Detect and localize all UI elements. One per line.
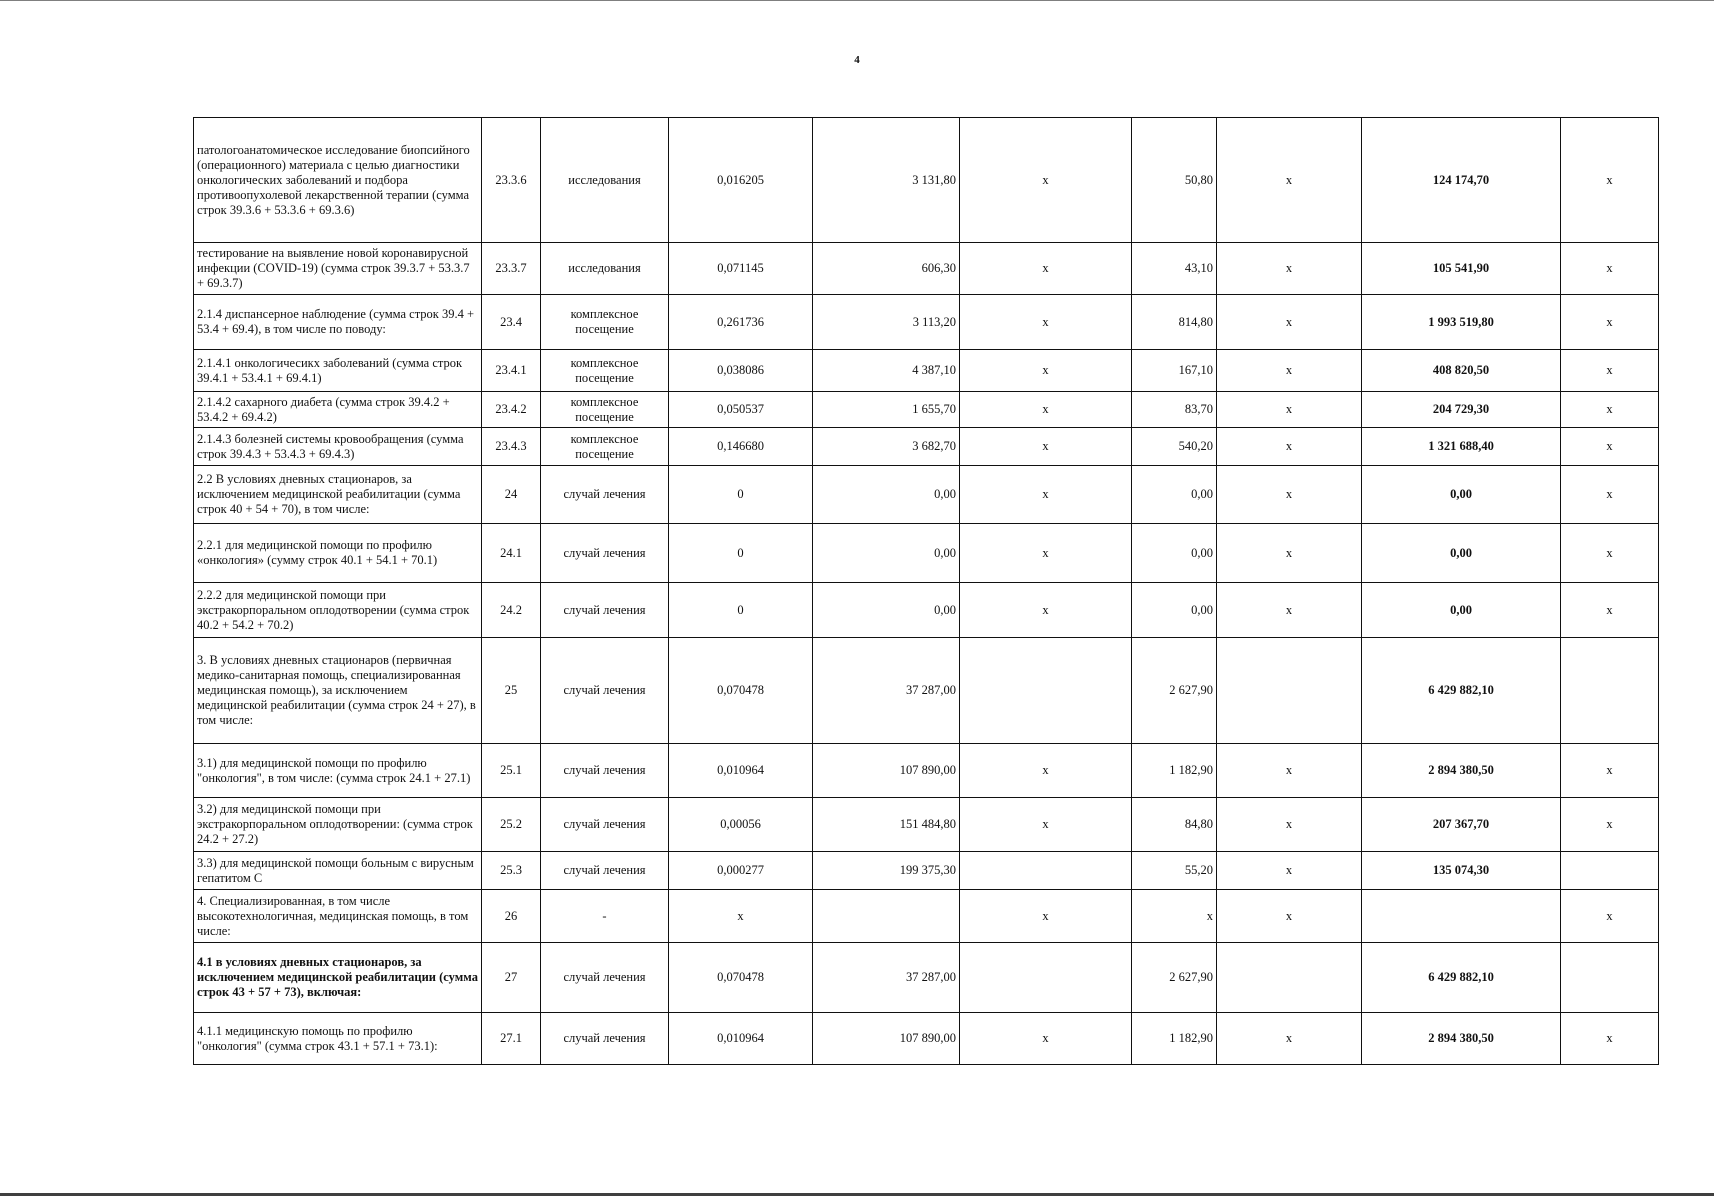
row-number-cell: 24.2 — [482, 583, 541, 638]
row-number-cell: 23.4.1 — [482, 350, 541, 392]
x-mark-cell — [1561, 638, 1659, 744]
x-mark-cell: х — [1561, 118, 1659, 243]
total-sum-cell: 408 820,50 — [1362, 350, 1561, 392]
total-sum-cell: 124 174,70 — [1362, 118, 1561, 243]
x-mark-cell — [1217, 943, 1362, 1013]
table-row — [194, 118, 1659, 243]
x-mark-cell: х — [1561, 466, 1659, 524]
row-number-cell: 23.4.3 — [482, 428, 541, 466]
x-mark-cell: х — [1561, 583, 1659, 638]
unit-cell: случай лечения — [541, 1013, 669, 1065]
unit-cell: случай лечения — [541, 798, 669, 852]
unit-cost-cell: 0,00 — [813, 524, 960, 583]
total-sum-cell: 1 321 688,40 — [1362, 428, 1561, 466]
table-row — [194, 350, 1659, 392]
row-name-cell: 2.1.4 диспансерное наблюдение (сумма строк 39.4 + 53.4 + 69.4), в том числе по поводу: — [194, 295, 482, 350]
row-number-cell: 25 — [482, 638, 541, 744]
table-row — [194, 943, 1659, 1013]
x-mark-cell: х — [960, 890, 1132, 943]
row-number-cell: 23.4 — [482, 295, 541, 350]
x-mark-cell — [1217, 638, 1362, 744]
financing-table — [193, 117, 1659, 1065]
table-row — [194, 243, 1659, 295]
x-mark-cell: х — [960, 1013, 1132, 1065]
x-mark-cell: х — [960, 118, 1132, 243]
unit-cell: случай лечения — [541, 744, 669, 798]
x-mark-cell — [1561, 943, 1659, 1013]
unit-cost-cell: 199 375,30 — [813, 852, 960, 890]
unit-cost-cell: 151 484,80 — [813, 798, 960, 852]
row-number-cell: 27.1 — [482, 1013, 541, 1065]
total-sum-cell: 0,00 — [1362, 466, 1561, 524]
unit-cell: комплексное посещение — [541, 350, 669, 392]
table-row — [194, 392, 1659, 428]
unit-cost-cell: 37 287,00 — [813, 638, 960, 744]
x-mark-cell: х — [960, 243, 1132, 295]
volume-norm-cell: 0,070478 — [669, 638, 813, 744]
total-sum-cell: 0,00 — [1362, 524, 1561, 583]
volume-norm-cell: 0,071145 — [669, 243, 813, 295]
row-name-cell: 3. В условиях дневных стационаров (первичная медико-санитарная помощь, специализированная медицинская помощь), за исключением медицинской реабилитации (сумма строк 24 + 27), в том числе: — [194, 638, 482, 744]
volume-norm-cell: 0,146680 — [669, 428, 813, 466]
total-sum-cell: 6 429 882,10 — [1362, 943, 1561, 1013]
table-row — [194, 583, 1659, 638]
row-name-cell: тестирование на выявление новой коронавирусной инфекции (COVID-19) (сумма строк 39.3.7 + 53.3.7 + 69.3.7) — [194, 243, 482, 295]
x-mark-cell: х — [960, 583, 1132, 638]
unit-cell: комплексное посещение — [541, 295, 669, 350]
table-row — [194, 1013, 1659, 1065]
unit-cell: комплексное посещение — [541, 428, 669, 466]
unit-cost-cell: 107 890,00 — [813, 744, 960, 798]
x-mark-cell: х — [960, 350, 1132, 392]
unit-cost-cell: 0,00 — [813, 466, 960, 524]
unit-cell: комплексное посещение — [541, 392, 669, 428]
total-sum-cell: 2 894 380,50 — [1362, 1013, 1561, 1065]
per-capita-cell: 50,80 — [1132, 118, 1217, 243]
row-number-cell: 23.3.7 — [482, 243, 541, 295]
x-mark-cell — [960, 943, 1132, 1013]
unit-cost-cell: 3 682,70 — [813, 428, 960, 466]
unit-cost-cell: 107 890,00 — [813, 1013, 960, 1065]
row-name-cell: 2.2.2 для медицинской помощи при экстракорпоральном оплодотворении (сумма строк 40.2 + 54.2 + 70.2) — [194, 583, 482, 638]
x-mark-cell — [960, 638, 1132, 744]
x-mark-cell: х — [1217, 798, 1362, 852]
unit-cell: исследования — [541, 118, 669, 243]
unit-cost-cell: 4 387,10 — [813, 350, 960, 392]
x-mark-cell: х — [960, 392, 1132, 428]
x-mark-cell: х — [1217, 524, 1362, 583]
unit-cell: случай лечения — [541, 638, 669, 744]
volume-norm-cell: 0,010964 — [669, 1013, 813, 1065]
volume-norm-cell: 0,261736 — [669, 295, 813, 350]
x-mark-cell: х — [1217, 350, 1362, 392]
table-row — [194, 744, 1659, 798]
volume-norm-cell: 0 — [669, 524, 813, 583]
total-sum-cell: 6 429 882,10 — [1362, 638, 1561, 744]
x-mark-cell: х — [960, 798, 1132, 852]
x-mark-cell: х — [960, 744, 1132, 798]
volume-norm-cell: 0 — [669, 583, 813, 638]
scan-bottom-edge — [0, 1193, 1714, 1196]
per-capita-cell: 1 182,90 — [1132, 744, 1217, 798]
x-mark-cell: х — [1561, 243, 1659, 295]
x-mark-cell: х — [1217, 243, 1362, 295]
unit-cost-cell: 0,00 — [813, 583, 960, 638]
volume-norm-cell: 0 — [669, 466, 813, 524]
per-capita-cell: 814,80 — [1132, 295, 1217, 350]
table-row — [194, 428, 1659, 466]
row-name-cell: 2.1.4.3 болезней системы кровообращения (сумма строк 39.4.3 + 53.4.3 + 69.4.3) — [194, 428, 482, 466]
row-number-cell: 24 — [482, 466, 541, 524]
x-mark-cell: х — [1217, 744, 1362, 798]
volume-norm-cell: 0,038086 — [669, 350, 813, 392]
row-number-cell: 23.4.2 — [482, 392, 541, 428]
x-mark-cell: х — [1561, 350, 1659, 392]
per-capita-cell: 540,20 — [1132, 428, 1217, 466]
row-name-cell: 2.2 В условиях дневных стационаров, за исключением медицинской реабилитации (сумма строк 40 + 54 + 70), в том числе: — [194, 466, 482, 524]
row-name-cell: 2.1.4.1 онкологичесикх заболеваний (сумма строк 39.4.1 + 53.4.1 + 69.4.1) — [194, 350, 482, 392]
table-row — [194, 798, 1659, 852]
total-sum-cell: 105 541,90 — [1362, 243, 1561, 295]
row-name-cell: 3.1) для медицинской помощи по профилю "онкология", в том числе: (сумма строк 24.1 + 27.1) — [194, 744, 482, 798]
unit-cell: случай лечения — [541, 583, 669, 638]
per-capita-cell: 2 627,90 — [1132, 943, 1217, 1013]
x-mark-cell: х — [1217, 392, 1362, 428]
per-capita-cell: 55,20 — [1132, 852, 1217, 890]
x-mark-cell: х — [1217, 118, 1362, 243]
row-name-cell: патологоанатомическое исследование биопсийного (операционного) материала с целью диагностики онкологических заболеваний и подбора противоопухолевой лекарственной терапии (сумма строк 39.3.6 + 53.3.6 + 69.3.6) — [194, 118, 482, 243]
x-mark-cell: х — [1561, 890, 1659, 943]
unit-cell: случай лечения — [541, 524, 669, 583]
x-mark-cell — [960, 852, 1132, 890]
row-number-cell: 25.3 — [482, 852, 541, 890]
x-mark-cell: х — [1561, 524, 1659, 583]
x-mark-cell: х — [1217, 583, 1362, 638]
unit-cost-cell: 1 655,70 — [813, 392, 960, 428]
volume-norm-cell: 0,016205 — [669, 118, 813, 243]
row-number-cell: 26 — [482, 890, 541, 943]
x-mark-cell: х — [1217, 466, 1362, 524]
row-name-cell: 4. Специализированная, в том числе высокотехнологичная, медицинская помощь, в том числе: — [194, 890, 482, 943]
unit-cost-cell — [813, 890, 960, 943]
row-number-cell: 25.1 — [482, 744, 541, 798]
unit-cell: - — [541, 890, 669, 943]
row-name-cell: 4.1 в условиях дневных стационаров, за исключением медицинской реабилитации (сумма строк 43 + 57 + 73), включая: — [194, 943, 482, 1013]
unit-cell: случай лечения — [541, 852, 669, 890]
unit-cost-cell: 3 113,20 — [813, 295, 960, 350]
per-capita-cell: 0,00 — [1132, 524, 1217, 583]
unit-cost-cell: 606,30 — [813, 243, 960, 295]
x-mark-cell: х — [1561, 428, 1659, 466]
volume-norm-cell: 0,070478 — [669, 943, 813, 1013]
x-mark-cell: х — [1561, 1013, 1659, 1065]
x-mark-cell: х — [1217, 1013, 1362, 1065]
table-row — [194, 890, 1659, 943]
row-name-cell: 3.3) для медицинской помощи больным с вирусным гепатитом С — [194, 852, 482, 890]
x-mark-cell: х — [1217, 295, 1362, 350]
x-mark-cell: х — [960, 524, 1132, 583]
page-number: 4 — [854, 54, 860, 66]
row-name-cell: 2.2.1 для медицинской помощи по профилю «онкология» (сумму строк 40.1 + 54.1 + 70.1) — [194, 524, 482, 583]
x-mark-cell: х — [1217, 890, 1362, 943]
table-row — [194, 852, 1659, 890]
row-number-cell: 24.1 — [482, 524, 541, 583]
table-row — [194, 524, 1659, 583]
unit-cell: случай лечения — [541, 466, 669, 524]
table-row — [194, 638, 1659, 744]
row-name-cell: 3.2) для медицинской помощи при экстракорпоральном оплодотворении: (сумма строк 24.2 + 27.2) — [194, 798, 482, 852]
x-mark-cell — [1561, 852, 1659, 890]
volume-norm-cell: 0,050537 — [669, 392, 813, 428]
table-row — [194, 295, 1659, 350]
per-capita-cell: 0,00 — [1132, 583, 1217, 638]
x-mark-cell: х — [960, 466, 1132, 524]
unit-cell: случай лечения — [541, 943, 669, 1013]
total-sum-cell: 0,00 — [1362, 583, 1561, 638]
x-mark-cell: х — [1561, 295, 1659, 350]
x-mark-cell: х — [1561, 392, 1659, 428]
volume-norm-cell: 0,000277 — [669, 852, 813, 890]
per-capita-cell: 1 182,90 — [1132, 1013, 1217, 1065]
row-number-cell: 23.3.6 — [482, 118, 541, 243]
volume-norm-cell: х — [669, 890, 813, 943]
x-mark-cell: х — [1217, 852, 1362, 890]
table-row — [194, 466, 1659, 524]
total-sum-cell: 1 993 519,80 — [1362, 295, 1561, 350]
x-mark-cell: х — [960, 295, 1132, 350]
row-name-cell: 4.1.1 медицинскую помощь по профилю "онкология" (сумма строк 43.1 + 57.1 + 73.1): — [194, 1013, 482, 1065]
scan-top-edge — [0, 0, 1714, 1]
per-capita-cell: 43,10 — [1132, 243, 1217, 295]
row-name-cell: 2.1.4.2 сахарного диабета (сумма строк 39.4.2 + 53.4.2 + 69.4.2) — [194, 392, 482, 428]
x-mark-cell: х — [1217, 428, 1362, 466]
per-capita-cell: 167,10 — [1132, 350, 1217, 392]
per-capita-cell: 2 627,90 — [1132, 638, 1217, 744]
unit-cell: исследования — [541, 243, 669, 295]
volume-norm-cell: 0,010964 — [669, 744, 813, 798]
x-mark-cell: х — [1561, 798, 1659, 852]
total-sum-cell: 207 367,70 — [1362, 798, 1561, 852]
row-number-cell: 25.2 — [482, 798, 541, 852]
total-sum-cell: 204 729,30 — [1362, 392, 1561, 428]
per-capita-cell: 84,80 — [1132, 798, 1217, 852]
per-capita-cell: х — [1132, 890, 1217, 943]
total-sum-cell: 2 894 380,50 — [1362, 744, 1561, 798]
unit-cost-cell: 37 287,00 — [813, 943, 960, 1013]
per-capita-cell: 0,00 — [1132, 466, 1217, 524]
unit-cost-cell: 3 131,80 — [813, 118, 960, 243]
x-mark-cell: х — [960, 428, 1132, 466]
row-number-cell: 27 — [482, 943, 541, 1013]
total-sum-cell: 135 074,30 — [1362, 852, 1561, 890]
volume-norm-cell: 0,00056 — [669, 798, 813, 852]
per-capita-cell: 83,70 — [1132, 392, 1217, 428]
total-sum-cell — [1362, 890, 1561, 943]
x-mark-cell: х — [1561, 744, 1659, 798]
